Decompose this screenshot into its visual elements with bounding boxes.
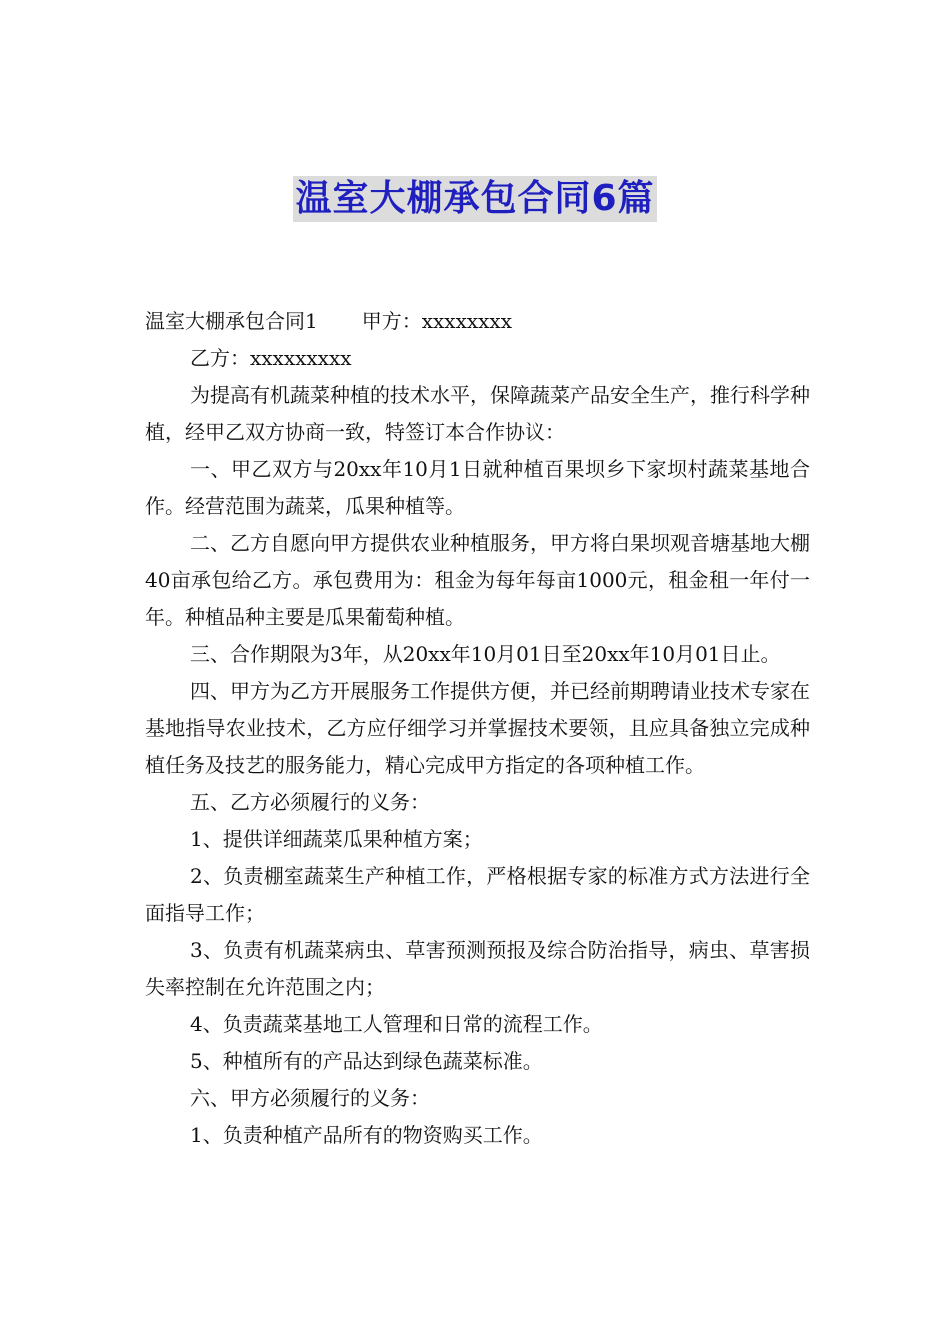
party-a-line: 甲方：xxxxxxxx <box>361 309 512 333</box>
document-title: 温室大棚承包合同6篇 <box>293 176 656 222</box>
paragraph-preamble: 为提高有机蔬菜种植的技术水平，保障蔬菜产品安全生产，推行科学种植，经甲乙双方协商一致，特签订本合作协议： <box>145 383 810 444</box>
document-body <box>145 303 810 1154</box>
clause-6-heading: 六、甲方必须履行的义务： <box>190 1086 430 1110</box>
contract-label: 温室大棚承包合同1 <box>145 309 318 333</box>
clause-5-item-4: 4、负责蔬菜基地工人管理和日常的流程工作。 <box>190 1012 603 1036</box>
clause-2: 二、乙方自愿向甲方提供农业种植服务，甲方将白果坝观音塘基地大棚40亩承包给乙方。承包费用为：租金为每年每亩1000元，租金租一年付一年。种植品种主要是瓜果葡萄种植。 <box>145 531 810 629</box>
clause-5-item-3: 3、负责有机蔬菜病虫、草害预测预报及综合防治指导，病虫、草害损失率控制在允许范围之内； <box>145 938 810 999</box>
clause-4: 四、甲方为乙方开展服务工作提供方便，并已经前期聘请业技术专家在基地指导农业技术，乙方应仔细学习并掌握技术要领，且应具备独立完成种植任务及技艺的服务能力，精心完成甲方指定的各项种植工作。 <box>145 679 810 777</box>
clause-5-item-1: 1、提供详细蔬菜瓜果种植方案； <box>190 827 483 851</box>
clause-1: 一、甲乙双方与20xx年10月1日就种植百果坝乡下家坝村蔬菜基地合作。经营范围为蔬菜，瓜果种植等。 <box>145 457 810 518</box>
contract-heading-line <box>145 303 810 340</box>
clause-5-item-5: 5、种植所有的产品达到绿色蔬菜标准。 <box>190 1049 543 1073</box>
clause-3: 三、合作期限为3年，从20xx年10月01日至20xx年10月01日止。 <box>190 642 781 666</box>
clause-5-item-2: 2、负责棚室蔬菜生产种植工作，严格根据专家的标准方式方法进行全面指导工作； <box>145 864 810 925</box>
party-b-line: 乙方：xxxxxxxxx <box>190 346 352 370</box>
title-container <box>0 176 950 222</box>
clause-5-heading: 五、乙方必须履行的义务： <box>190 790 430 814</box>
clause-6-item-1: 1、负责种植产品所有的物资购买工作。 <box>190 1123 543 1147</box>
